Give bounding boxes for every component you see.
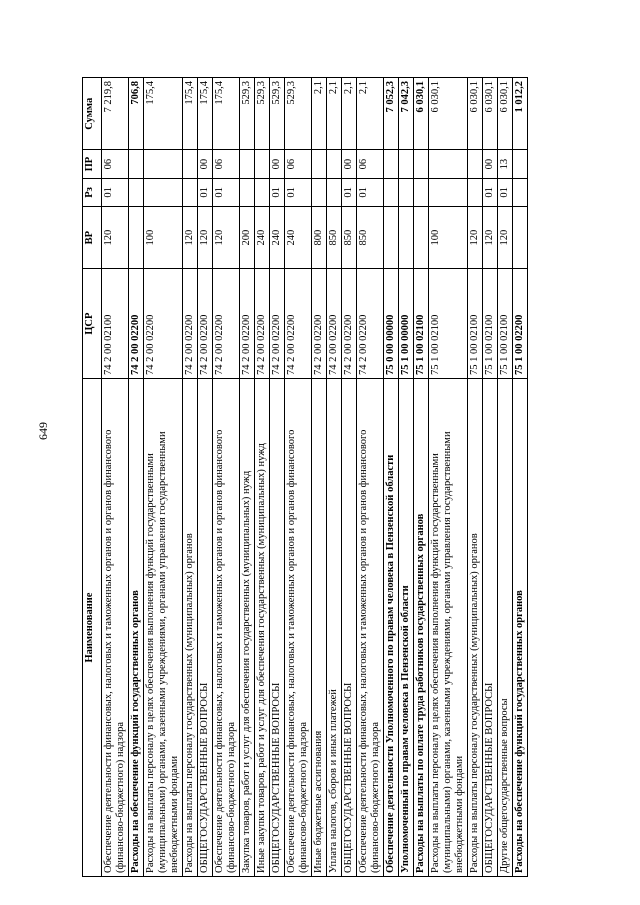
cell-csr: 74 2 00 02200 [342,269,357,379]
table-body [102,78,528,877]
table-row [240,78,255,877]
cell-sum: 175,4 [183,78,198,150]
table-row [183,78,198,877]
cell-sum: 529,3 [255,78,270,150]
table-row [399,78,414,877]
header-sum: Сумма [83,78,102,150]
table-row [483,78,498,877]
cell-vr: 120 [498,207,513,269]
cell-name: ОБЩЕГОСУДАРСТВЕННЫЕ ВОПРОСЫ [270,379,285,877]
cell-pr [144,150,183,178]
table-row [429,78,468,877]
cell-vr: 120 [483,207,498,269]
cell-rz: 01 [270,178,285,206]
cell-rz [468,178,483,206]
cell-vr [513,207,528,269]
rotated-page [82,77,612,877]
cell-rz [183,178,198,206]
cell-pr [240,150,255,178]
cell-csr: 75 0 00 00000 [384,269,399,379]
cell-pr [129,150,144,178]
cell-pr [312,150,327,178]
cell-name: Обеспечение деятельности финансовых, налоговых и таможенных органов и органов финансового (финансово-бюджетного) надзора [285,379,312,877]
cell-csr: 75 1 00 02200 [513,269,528,379]
table-row [213,78,240,877]
cell-vr [414,207,429,269]
cell-pr: 06 [285,150,312,178]
cell-rz [255,178,270,206]
table-row [498,78,513,877]
cell-vr: 800 [312,207,327,269]
cell-rz: 01 [213,178,240,206]
table-row [327,78,342,877]
cell-name: Обеспечение деятельности финансовых, налоговых и таможенных органов и органов финансового (финансово-бюджетного) надзора [357,379,384,877]
cell-csr: 74 2 00 02200 [285,269,312,379]
cell-vr: 850 [327,207,342,269]
cell-name: Расходы на обеспечение функций государственных органов [513,379,528,877]
cell-pr [183,150,198,178]
cell-pr: 06 [357,150,384,178]
cell-sum: 2,1 [342,78,357,150]
cell-name: Расходы на выплаты по оплате труда работников государственных органов [414,379,429,877]
cell-rz [129,178,144,206]
cell-name: ОБЩЕГОСУДАРСТВЕННЫЕ ВОПРОСЫ [342,379,357,877]
header-pr: ПР [83,150,102,178]
cell-name: Уполномоченный по правам человека в Пензенской области [399,379,414,877]
cell-rz [429,178,468,206]
cell-vr: 850 [342,207,357,269]
cell-pr [429,150,468,178]
cell-vr: 100 [144,207,183,269]
table-row [513,78,528,877]
table-row [255,78,270,877]
cell-rz: 01 [483,178,498,206]
table-row [144,78,183,877]
cell-pr [414,150,429,178]
cell-rz: 01 [102,178,129,206]
table-row [384,78,399,877]
cell-name: Другие общегосударственные вопросы [498,379,513,877]
cell-rz [144,178,183,206]
cell-csr: 74 2 00 02200 [198,269,213,379]
table-row [102,78,129,877]
cell-sum: 7 052,3 [384,78,399,150]
cell-name: Уплата налогов, сборов и иных платежей [327,379,342,877]
cell-sum: 529,3 [285,78,312,150]
cell-pr: 00 [198,150,213,178]
cell-name: Закупка товаров, работ и услуг для обеспечения государственных (муниципальных) нужд [240,379,255,877]
header-csr: ЦСР [83,269,102,379]
cell-csr: 75 1 00 00000 [399,269,414,379]
cell-name: Расходы на обеспечение функций государственных органов [129,379,144,877]
cell-sum: 175,4 [213,78,240,150]
cell-vr [384,207,399,269]
header-name: Наименование [83,379,102,877]
header-row [83,78,102,877]
cell-pr [255,150,270,178]
cell-csr: 74 2 00 02200 [240,269,255,379]
cell-vr: 120 [198,207,213,269]
cell-csr: 74 2 00 02200 [129,269,144,379]
cell-vr [399,207,414,269]
cell-rz [384,178,399,206]
cell-pr: 13 [498,150,513,178]
cell-sum: 6 030,1 [468,78,483,150]
table-row [357,78,384,877]
cell-rz: 01 [198,178,213,206]
cell-rz: 01 [285,178,312,206]
page-number: 649 [36,422,50,440]
cell-pr [384,150,399,178]
cell-csr: 74 2 00 02200 [312,269,327,379]
cell-sum: 529,3 [270,78,285,150]
table-row [414,78,429,877]
cell-csr: 74 2 00 02200 [327,269,342,379]
cell-csr: 74 2 00 02200 [183,269,198,379]
cell-vr: 120 [213,207,240,269]
cell-pr: 00 [342,150,357,178]
cell-name: ОБЩЕГОСУДАРСТВЕННЫЕ ВОПРОСЫ [483,379,498,877]
cell-vr: 240 [255,207,270,269]
table-row [270,78,285,877]
cell-rz: 01 [357,178,384,206]
table-row [342,78,357,877]
cell-rz [414,178,429,206]
cell-csr: 74 2 00 02200 [357,269,384,379]
cell-sum: 6 030,1 [429,78,468,150]
header-rz: Рз [83,178,102,206]
cell-pr: 06 [102,150,129,178]
cell-vr [129,207,144,269]
cell-sum: 6 030,1 [414,78,429,150]
cell-csr: 74 2 00 02200 [213,269,240,379]
cell-vr: 120 [468,207,483,269]
cell-sum: 7 219,8 [102,78,129,150]
cell-rz [513,178,528,206]
cell-name: Расходы на выплаты персоналу государственных (муниципальных) органов [468,379,483,877]
table-row [312,78,327,877]
cell-sum: 175,4 [144,78,183,150]
cell-rz [312,178,327,206]
cell-vr: 120 [183,207,198,269]
cell-name: Иные бюджетные ассигнования [312,379,327,877]
cell-rz [399,178,414,206]
table-row [198,78,213,877]
cell-name: Иные закупки товаров, работ и услуг для обеспечения государственных (муниципальных) нужд [255,379,270,877]
cell-name: Расходы на выплаты персоналу в целях обеспечения выполнения функций государственными (муниципальными) органами, казенными учреждениями, органами управления государственными внебюджетными фондами [429,379,468,877]
cell-rz [240,178,255,206]
cell-csr: 75 1 00 02100 [483,269,498,379]
cell-name: ОБЩЕГОСУДАРСТВЕННЫЕ ВОПРОСЫ [198,379,213,877]
table-row [468,78,483,877]
cell-rz: 01 [498,178,513,206]
cell-vr: 120 [102,207,129,269]
cell-csr: 75 1 00 02100 [468,269,483,379]
cell-sum: 2,1 [327,78,342,150]
cell-vr: 850 [357,207,384,269]
cell-pr [513,150,528,178]
cell-rz: 01 [342,178,357,206]
cell-csr: 75 1 00 02100 [498,269,513,379]
cell-pr: 00 [483,150,498,178]
cell-name: Обеспечение деятельности финансовых, налоговых и таможенных органов и органов финансового (финансово-бюджетного) надзора [102,379,129,877]
cell-vr: 240 [285,207,312,269]
cell-sum: 6 030,1 [498,78,513,150]
cell-csr: 74 2 00 02200 [255,269,270,379]
cell-sum: 6 030,1 [483,78,498,150]
cell-sum: 706,8 [129,78,144,150]
cell-csr: 75 1 00 02100 [414,269,429,379]
cell-csr: 75 1 00 02100 [429,269,468,379]
cell-sum: 1 012,2 [513,78,528,150]
cell-vr: 100 [429,207,468,269]
budget-table [82,77,528,877]
cell-name: Расходы на выплаты персоналу государственных (муниципальных) органов [183,379,198,877]
table-row [129,78,144,877]
cell-vr: 240 [270,207,285,269]
cell-pr [399,150,414,178]
cell-csr: 74 2 00 02200 [270,269,285,379]
cell-name: Обеспечение деятельности Уполномоченного по правам человека в Пензенской области [384,379,399,877]
cell-pr: 00 [270,150,285,178]
table-row [285,78,312,877]
cell-sum: 2,1 [312,78,327,150]
cell-sum: 2,1 [357,78,384,150]
cell-csr: 74 2 00 02100 [102,269,129,379]
cell-name: Обеспечение деятельности финансовых, налоговых и таможенных органов и органов финансового (финансово-бюджетного) надзора [213,379,240,877]
cell-rz [327,178,342,206]
cell-vr: 200 [240,207,255,269]
cell-pr [327,150,342,178]
header-vr: ВР [83,207,102,269]
cell-pr [468,150,483,178]
cell-sum: 7 042,3 [399,78,414,150]
cell-csr: 74 2 00 02200 [144,269,183,379]
cell-pr: 06 [213,150,240,178]
cell-sum: 529,3 [240,78,255,150]
cell-name: Расходы на выплаты персоналу в целях обеспечения выполнения функций государственными (муниципальными) органами, казенными учреждениями, органами управления государственными внебюджетными фондами [144,379,183,877]
cell-sum: 175,4 [198,78,213,150]
